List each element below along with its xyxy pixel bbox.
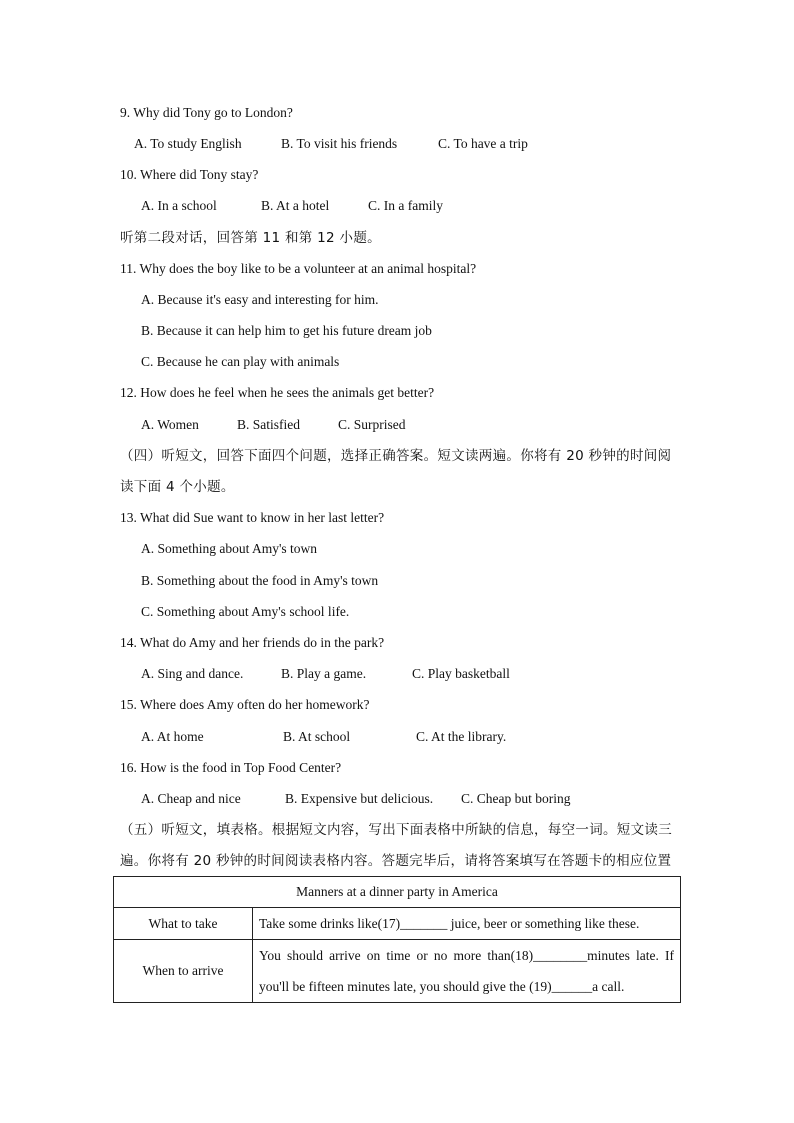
q15-option-b[interactable]: B. At school	[283, 729, 351, 744]
question-14-stem: 14. What do Amy and her friends do in the park?	[120, 635, 385, 650]
section-dialog-2-instruction: 听第二段对话，回答第 11 和第 12 小题。	[120, 230, 381, 246]
question-10-stem: 10. Where did Tony stay?	[120, 167, 259, 182]
q15-option-c[interactable]: C. At the library.	[416, 729, 507, 744]
q13-option-a[interactable]: A. Something about Amy's town	[141, 541, 318, 556]
fill-in-table	[113, 876, 681, 1003]
q9-option-c[interactable]: C. To have a trip	[438, 136, 528, 151]
q16-option-b[interactable]: B. Expensive but delicious.	[285, 791, 434, 806]
q12-option-a[interactable]: A. Women	[141, 417, 199, 432]
q12-option-b[interactable]: B. Satisfied	[237, 417, 300, 432]
question-9-stem: 9. Why did Tony go to London?	[120, 105, 293, 120]
q13-option-b[interactable]: B. Something about the food in Amy's town	[141, 573, 379, 588]
row-label-what-to-take: What to take	[114, 908, 253, 940]
section-4-instruction-line-1: （四）听短文，回答下面四个问题，选择正确答案。短文读两遍。你将有 20 秒钟的时间阅	[120, 448, 672, 464]
question-15-stem: 15. Where does Amy often do her homework?	[120, 697, 370, 712]
q16-option-a[interactable]: A. Cheap and nice	[141, 791, 241, 806]
q10-option-a[interactable]: A. In a school	[141, 198, 217, 213]
question-12-stem: 12. How does he feel when he sees the animals get better?	[120, 385, 435, 400]
section-4-instruction-line-2: 读下面 4 个小题。	[120, 479, 235, 495]
row-content-what-to-take[interactable]: Take some drinks like(17)_______ juice, beer or something like these.	[253, 908, 681, 940]
section-5-instruction-line-1: （五）听短文，填表格。根据短文内容，写出下面表格中所缺的信息，每空一词。短文读三	[120, 822, 672, 838]
row-label-when-to-arrive: When to arrive	[114, 940, 253, 1003]
q11-option-c[interactable]: C. Because he can play with animals	[141, 354, 340, 369]
q14-option-c[interactable]: C. Play basketball	[412, 666, 510, 681]
q10-option-c[interactable]: C. In a family	[368, 198, 443, 213]
q11-option-b[interactable]: B. Because it can help him to get his future dream job	[141, 323, 432, 338]
q16-option-c[interactable]: C. Cheap but boring	[461, 791, 571, 806]
question-13-stem: 13. What did Sue want to know in her last letter?	[120, 510, 385, 525]
row-content-when-to-arrive[interactable]: You should arrive on time or no more than(18)________minutes late. If you'll be fifteen minutes late, you should give the (19)______a call.	[253, 940, 681, 1003]
section-5-instruction-line-2: 遍。你将有 20 秒钟的时间阅读表格内容。答题完毕后，请将答案填写在答题卡的相应位置	[120, 853, 672, 869]
q13-option-c[interactable]: C. Something about Amy's school life.	[141, 604, 350, 619]
q14-option-a[interactable]: A. Sing and dance.	[141, 666, 244, 681]
q11-option-a[interactable]: A. Because it's easy and interesting for him.	[141, 292, 379, 307]
q9-option-b[interactable]: B. To visit his friends	[281, 136, 398, 151]
question-11-stem: 11. Why does the boy like to be a volunteer at an animal hospital?	[120, 261, 477, 276]
table-row	[114, 940, 681, 1003]
question-16-stem: 16. How is the food in Top Food Center?	[120, 760, 342, 775]
table-row	[114, 908, 681, 940]
q15-option-a[interactable]: A. At home	[141, 729, 204, 744]
table-title: Manners at a dinner party in America	[114, 877, 681, 908]
q14-option-b[interactable]: B. Play a game.	[281, 666, 367, 681]
q12-option-c[interactable]: C. Surprised	[338, 417, 406, 432]
q10-option-b[interactable]: B. At a hotel	[261, 198, 330, 213]
q9-option-a[interactable]: A. To study English	[134, 136, 242, 151]
